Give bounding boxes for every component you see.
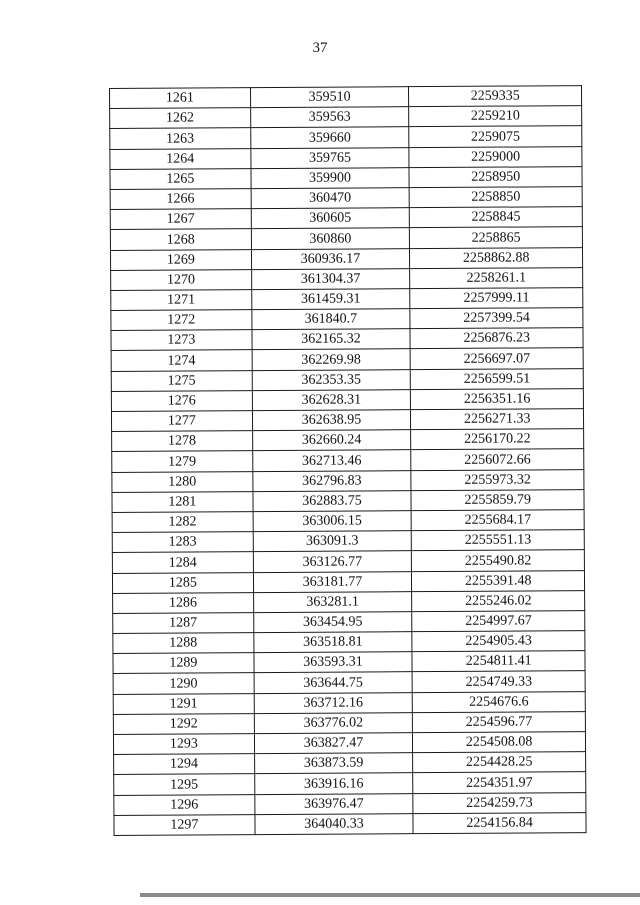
point-number-cell: 1291 bbox=[113, 693, 254, 714]
y-coordinate-cell: 2255859.79 bbox=[411, 489, 584, 510]
point-number-cell: 1297 bbox=[114, 814, 255, 835]
point-number-cell: 1267 bbox=[110, 209, 251, 230]
table-row bbox=[112, 570, 584, 593]
point-number-cell: 1279 bbox=[112, 451, 253, 472]
table-row bbox=[111, 409, 583, 432]
table-row bbox=[112, 449, 584, 472]
x-coordinate-cell: 360605 bbox=[251, 208, 410, 229]
y-coordinate-cell: 2256170.22 bbox=[411, 429, 584, 450]
x-coordinate-cell: 359765 bbox=[251, 147, 410, 168]
x-coordinate-cell: 360936.17 bbox=[251, 248, 410, 269]
page-number: 37 bbox=[312, 40, 328, 56]
point-number-cell: 1292 bbox=[113, 713, 254, 734]
x-coordinate-cell: 363454.95 bbox=[253, 612, 412, 633]
table-row bbox=[112, 530, 584, 553]
x-coordinate-cell: 363006.15 bbox=[253, 511, 412, 532]
x-coordinate-cell: 362628.31 bbox=[252, 389, 411, 410]
x-coordinate-cell: 359900 bbox=[251, 167, 410, 188]
y-coordinate-cell: 2254351.97 bbox=[413, 772, 586, 793]
y-coordinate-cell: 2254259.73 bbox=[413, 792, 586, 813]
y-coordinate-cell: 2256072.66 bbox=[411, 449, 584, 470]
y-coordinate-cell: 2259335 bbox=[409, 86, 582, 107]
point-number-cell: 1271 bbox=[111, 290, 252, 311]
point-number-cell: 1286 bbox=[113, 592, 254, 613]
x-coordinate-cell: 363644.75 bbox=[254, 672, 413, 693]
point-number-cell: 1284 bbox=[112, 552, 253, 573]
y-coordinate-cell: 2257399.54 bbox=[410, 308, 583, 329]
point-number-cell: 1282 bbox=[112, 512, 253, 533]
point-number-cell: 1290 bbox=[113, 673, 254, 694]
y-coordinate-cell: 2259210 bbox=[409, 106, 582, 127]
table-row bbox=[113, 631, 585, 654]
point-number-cell: 1277 bbox=[111, 411, 252, 432]
table-row bbox=[110, 86, 582, 109]
table-row bbox=[113, 691, 585, 714]
point-number-cell: 1276 bbox=[111, 390, 252, 411]
table-row bbox=[113, 732, 585, 755]
point-number-cell: 1275 bbox=[111, 370, 252, 391]
table-row bbox=[114, 812, 586, 835]
y-coordinate-cell: 2258845 bbox=[410, 207, 583, 228]
point-number-cell: 1280 bbox=[112, 471, 253, 492]
point-number-cell: 1295 bbox=[114, 774, 255, 795]
table-row bbox=[114, 792, 586, 815]
table-row bbox=[110, 227, 582, 250]
point-number-cell: 1266 bbox=[110, 189, 251, 210]
table-row bbox=[111, 267, 583, 290]
table-row bbox=[111, 368, 583, 391]
point-number-cell: 1278 bbox=[112, 431, 253, 452]
y-coordinate-cell: 2256351.16 bbox=[411, 388, 584, 409]
table-row bbox=[110, 187, 582, 210]
point-number-cell: 1264 bbox=[110, 148, 251, 169]
y-coordinate-cell: 2257999.11 bbox=[410, 287, 583, 308]
x-coordinate-cell: 362165.32 bbox=[252, 329, 411, 350]
point-number-cell: 1261 bbox=[110, 88, 251, 109]
y-coordinate-cell: 2256876.23 bbox=[410, 328, 583, 349]
coordinates-table bbox=[109, 85, 587, 836]
y-coordinate-cell: 2254596.77 bbox=[413, 711, 586, 732]
point-number-cell: 1263 bbox=[110, 128, 251, 149]
x-coordinate-cell: 362353.35 bbox=[252, 369, 411, 390]
table-row bbox=[112, 429, 584, 452]
x-coordinate-cell: 363712.16 bbox=[254, 692, 413, 713]
x-coordinate-cell: 363518.81 bbox=[253, 632, 412, 653]
x-coordinate-cell: 362713.46 bbox=[252, 450, 411, 471]
table-row bbox=[111, 388, 583, 411]
y-coordinate-cell: 2255973.32 bbox=[411, 469, 584, 490]
x-coordinate-cell: 363593.31 bbox=[254, 652, 413, 673]
coordinates-table-body bbox=[110, 86, 587, 836]
table-row bbox=[113, 610, 585, 633]
point-number-cell: 1269 bbox=[110, 249, 251, 270]
y-coordinate-cell: 2255551.13 bbox=[412, 530, 585, 551]
x-coordinate-cell: 359660 bbox=[250, 127, 409, 148]
y-coordinate-cell: 2254811.41 bbox=[412, 651, 585, 672]
point-number-cell: 1294 bbox=[114, 754, 255, 775]
point-number-cell: 1270 bbox=[111, 269, 252, 290]
y-coordinate-cell: 2254749.33 bbox=[412, 671, 585, 692]
x-coordinate-cell: 362638.95 bbox=[252, 410, 411, 431]
point-number-cell: 1273 bbox=[111, 330, 252, 351]
x-coordinate-cell: 361304.37 bbox=[251, 268, 410, 289]
point-number-cell: 1285 bbox=[112, 572, 253, 593]
x-coordinate-cell: 363873.59 bbox=[254, 753, 413, 774]
point-number-cell: 1287 bbox=[113, 613, 254, 634]
y-coordinate-cell: 2256599.51 bbox=[411, 368, 584, 389]
table-row bbox=[111, 308, 583, 331]
table-row bbox=[110, 126, 582, 149]
x-coordinate-cell: 360470 bbox=[251, 188, 410, 209]
x-coordinate-cell: 359510 bbox=[250, 87, 409, 108]
y-coordinate-cell: 2255246.02 bbox=[412, 590, 585, 611]
x-coordinate-cell: 364040.33 bbox=[255, 813, 414, 834]
table-row bbox=[113, 590, 585, 613]
y-coordinate-cell: 2255391.48 bbox=[412, 570, 585, 591]
x-coordinate-cell: 362883.75 bbox=[253, 490, 412, 511]
y-coordinate-cell: 2255684.17 bbox=[411, 510, 584, 531]
table-row bbox=[110, 207, 582, 230]
y-coordinate-cell: 2258261.1 bbox=[410, 267, 583, 288]
table-row bbox=[114, 752, 586, 775]
table-row bbox=[112, 550, 584, 573]
y-coordinate-cell: 2256697.07 bbox=[410, 348, 583, 369]
x-coordinate-cell: 359563 bbox=[250, 107, 409, 128]
y-coordinate-cell: 2254676.6 bbox=[413, 691, 586, 712]
x-coordinate-cell: 363976.47 bbox=[254, 793, 413, 814]
table-row bbox=[112, 510, 584, 533]
table-row bbox=[111, 328, 583, 351]
point-number-cell: 1265 bbox=[110, 168, 251, 189]
point-number-cell: 1262 bbox=[110, 108, 251, 129]
point-number-cell: 1296 bbox=[114, 794, 255, 815]
point-number-cell: 1293 bbox=[113, 734, 254, 755]
y-coordinate-cell: 2254428.25 bbox=[413, 752, 586, 773]
table-row bbox=[113, 671, 585, 694]
y-coordinate-cell: 2255490.82 bbox=[412, 550, 585, 571]
point-number-cell: 1268 bbox=[110, 229, 251, 250]
y-coordinate-cell: 2258865 bbox=[410, 227, 583, 248]
x-coordinate-cell: 363776.02 bbox=[254, 712, 413, 733]
x-coordinate-cell: 363091.3 bbox=[253, 531, 412, 552]
table-row bbox=[110, 106, 582, 129]
table-row bbox=[113, 711, 585, 734]
x-coordinate-cell: 360860 bbox=[251, 228, 410, 249]
x-coordinate-cell: 363126.77 bbox=[253, 551, 412, 572]
x-coordinate-cell: 363181.77 bbox=[253, 571, 412, 592]
table-row bbox=[110, 247, 582, 270]
table-row bbox=[111, 348, 583, 371]
point-number-cell: 1281 bbox=[112, 491, 253, 512]
y-coordinate-cell: 2258850 bbox=[409, 187, 582, 208]
point-number-cell: 1283 bbox=[112, 532, 253, 553]
table-row bbox=[111, 287, 583, 310]
y-coordinate-cell: 2254508.08 bbox=[413, 732, 586, 753]
x-coordinate-cell: 361840.7 bbox=[251, 309, 410, 330]
y-coordinate-cell: 2254156.84 bbox=[413, 812, 586, 833]
table-row bbox=[112, 469, 584, 492]
y-coordinate-cell: 2258950 bbox=[409, 166, 582, 187]
table-row bbox=[114, 772, 586, 795]
table-row bbox=[110, 146, 582, 169]
x-coordinate-cell: 363281.1 bbox=[253, 591, 412, 612]
y-coordinate-cell: 2258862.88 bbox=[410, 247, 583, 268]
table-row bbox=[110, 166, 582, 189]
table-row bbox=[113, 651, 585, 674]
point-number-cell: 1274 bbox=[111, 350, 252, 371]
table-row bbox=[112, 489, 584, 512]
x-coordinate-cell: 361459.31 bbox=[251, 289, 410, 310]
y-coordinate-cell: 2254905.43 bbox=[412, 631, 585, 652]
x-coordinate-cell: 362796.83 bbox=[252, 470, 411, 491]
x-coordinate-cell: 363827.47 bbox=[254, 733, 413, 754]
point-number-cell: 1289 bbox=[113, 653, 254, 674]
scan-edge-shadow bbox=[140, 893, 640, 897]
point-number-cell: 1288 bbox=[113, 633, 254, 654]
point-number-cell: 1272 bbox=[111, 310, 252, 331]
x-coordinate-cell: 362269.98 bbox=[252, 349, 411, 370]
y-coordinate-cell: 2254997.67 bbox=[412, 610, 585, 631]
y-coordinate-cell: 2256271.33 bbox=[411, 409, 584, 430]
y-coordinate-cell: 2259075 bbox=[409, 126, 582, 147]
y-coordinate-cell: 2259000 bbox=[409, 146, 582, 167]
x-coordinate-cell: 363916.16 bbox=[254, 773, 413, 794]
x-coordinate-cell: 362660.24 bbox=[252, 430, 411, 451]
